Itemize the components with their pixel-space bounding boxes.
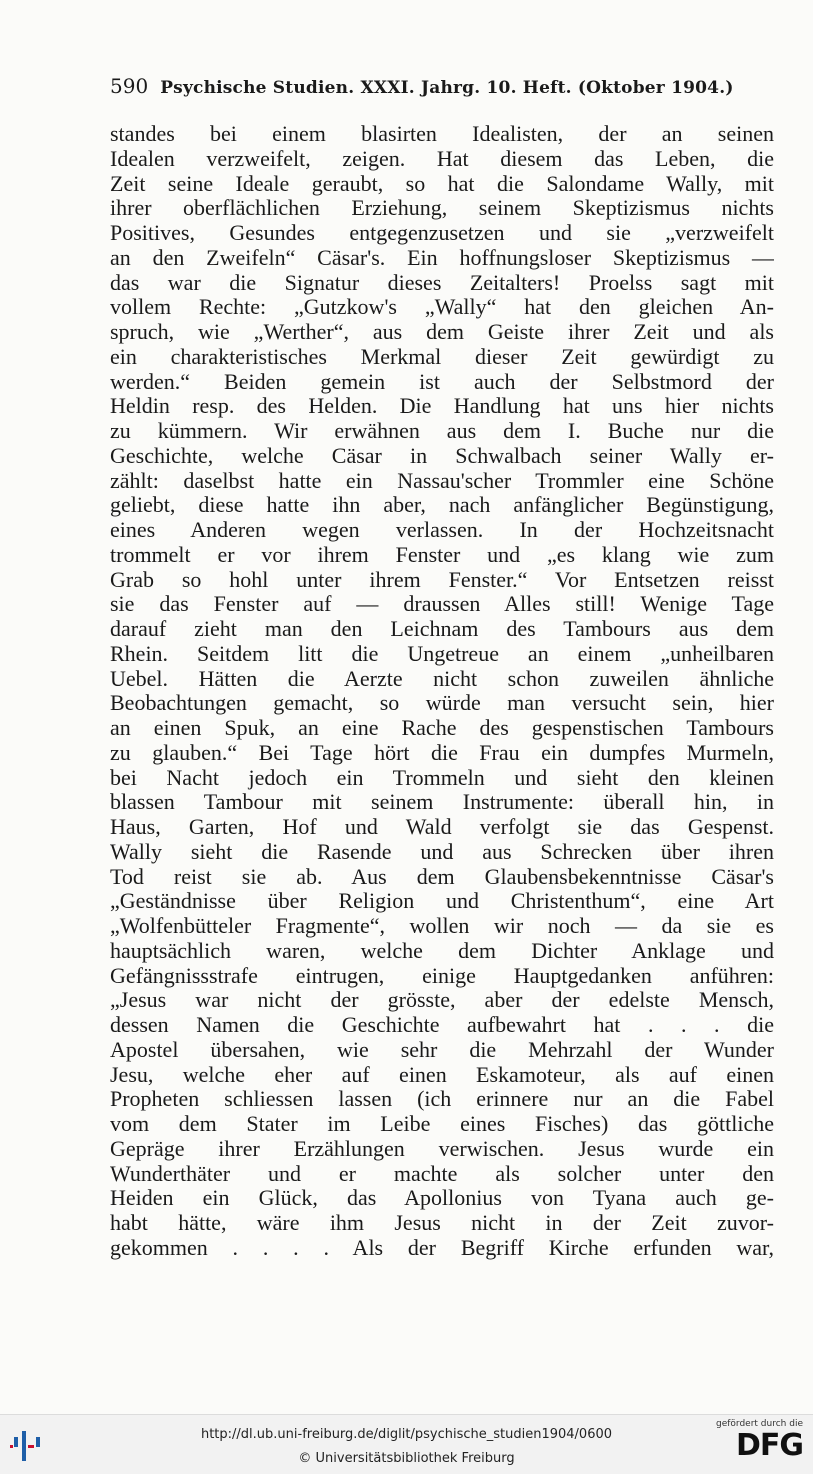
text-line: habt hätte, wäre ihm Jesus nicht in der Zeit zuvor-	[110, 1211, 774, 1235]
text-line: an einen Spuk, an eine Rache des gespenstischen Tambours	[110, 716, 774, 740]
text-line: zählt: daselbst hatte ein Nassau'scher Trommler eine Schöne	[110, 468, 774, 493]
text-line: Gefängnissstrafe eintrugen, einige Hauptgedanken anführen:	[110, 963, 774, 988]
text-line: spruch, wie „Werther“, aus dem Geiste ihrer Zeit und als	[110, 320, 774, 344]
text-line: Rhein. Seitdem litt die Ungetreue an einem „unheilbaren	[110, 641, 774, 666]
text-line: Zeit seine Ideale geraubt, so hat die Salondame Wally, mit	[110, 171, 774, 196]
text-line: Beobachtungen gemacht, so würde man versucht sein, hier	[110, 691, 774, 716]
text-line: Geschichte, welche Cäsar in Schwalbach seiner Wally er-	[110, 443, 774, 468]
text-line: Jesu, welche eher auf einen Eskamoteur, als auf einen	[110, 1062, 774, 1087]
text-line: Apostel übersahen, wie sehr die Mehrzahl der Wunder	[110, 1037, 774, 1062]
running-header	[110, 74, 774, 104]
text-line: vom dem Stater im Leibe eines Fisches) das göttliche	[110, 1112, 774, 1136]
text-line: werden.“ Beiden gemein ist auch der Selbstmord der	[110, 369, 774, 394]
text-line: blassen Tambour mit seinem Instrumente: überall hin, in	[110, 790, 774, 815]
text-line: zu kümmern. Wir erwähnen aus dem I. Buche nur die	[110, 419, 774, 443]
dfg-logo-text: DFG	[735, 1428, 803, 1463]
text-line: Idealen verzweifelt, zeigen. Hat diesem das Leben, die	[110, 146, 774, 171]
text-line: gekommen . . . . Als der Begriff Kirche erfunden war,	[110, 1235, 774, 1260]
text-line: bei Nacht jedoch ein Trommeln und sieht den kleinen	[110, 765, 774, 790]
text-line: eines Anderen wegen verlassen. In der Hochzeitsnacht	[110, 518, 774, 542]
text-line: Tod reist sie ab. Aus dem Glaubensbekenntnisse Cäsar's	[110, 864, 774, 889]
text-line: hauptsächlich waren, welche dem Dichter Anklage und	[110, 938, 774, 963]
text-line: Haus, Garten, Hof und Wald verfolgt sie das Gespenst.	[110, 815, 774, 839]
text-line: Propheten schliessen lassen (ich erinnere nur an die Fabel	[110, 1087, 774, 1112]
text-line: zu glauben.“ Bei Tage hört die Frau ein dumpfes Murmeln,	[110, 740, 774, 765]
body-text	[110, 122, 774, 1261]
text-line: Heiden ein Glück, das Apollonius von Tyana auch ge-	[110, 1186, 774, 1211]
text-line: vollem Rechte: „Gutzkow's „Wally“ hat den gleichen An-	[110, 295, 774, 320]
text-line: geliebt, diese hatte ihn aber, nach anfänglicher Begünstigung,	[110, 493, 774, 518]
text-line: an den Zweifeln“ Cäsar's. Ein hoffnungsloser Skeptizismus —	[110, 245, 774, 270]
running-title: Psychische Studien. XXXI. Jahrg. 10. Heft. (Oktober 1904.)	[160, 78, 734, 98]
text-line: „Wolfenbütteler Fragmente“, wollen wir noch — da sie es	[110, 914, 774, 938]
source-url-link[interactable]: http://dl.ub.uni-freiburg.de/diglit/psychische_studien1904/0600	[200, 1427, 613, 1442]
text-line: sie das Fenster auf — draussen Alles still! Wenige Tage	[110, 592, 774, 617]
text-line: darauf zieht man den Leichnam des Tambours aus dem	[110, 617, 774, 641]
text-line: Wally sieht die Rasende und aus Schrecken über ihren	[110, 839, 774, 864]
copyright-notice: © Universitätsbibliothek Freiburg	[298, 1451, 515, 1466]
text-line: „Geständnisse über Religion und Christenthum“, eine Art	[110, 889, 774, 914]
text-line: Positives, Gesundes entgegenzusetzen und sie „verzweifelt	[110, 221, 774, 245]
text-line: Gepräge ihrer Erzählungen verwischen. Jesus wurde ein	[110, 1136, 774, 1161]
dfg-caption: gefördert durch die	[716, 1419, 803, 1429]
text-line: dessen Namen die Geschichte aufbewahrt hat . . . die	[110, 1013, 774, 1037]
page-number: 590	[110, 74, 149, 98]
text-line: Wunderthäter und er machte als solcher unter den	[110, 1161, 774, 1186]
text-line: ihrer oberflächlichen Erziehung, seinem Skeptizismus nichts	[110, 196, 774, 221]
text-line: trommelt er vor ihrem Fenster und „es klang wie zum	[110, 542, 774, 567]
text-line: Uebel. Hätten die Aerzte nicht schon zuweilen ähnliche	[110, 666, 774, 691]
footer-bar	[0, 1414, 813, 1474]
text-line: Heldin resp. des Helden. Die Handlung hat uns hier nichts	[110, 394, 774, 419]
text-line: standes bei einem blasirten Idealisten, der an seinen	[110, 122, 774, 146]
text-line: Grab so hohl unter ihrem Fenster.“ Vor Entsetzen reisst	[110, 567, 774, 592]
text-line: das war die Signatur dieses Zeitalters! Proelss sagt mit	[110, 270, 774, 295]
text-line: ein charakteristisches Merkmal dieser Zeit gewürdigt zu	[110, 344, 774, 369]
dfg-logo	[711, 1419, 803, 1471]
text-line: „Jesus war nicht der grösste, aber der edelste Mensch,	[110, 988, 774, 1013]
